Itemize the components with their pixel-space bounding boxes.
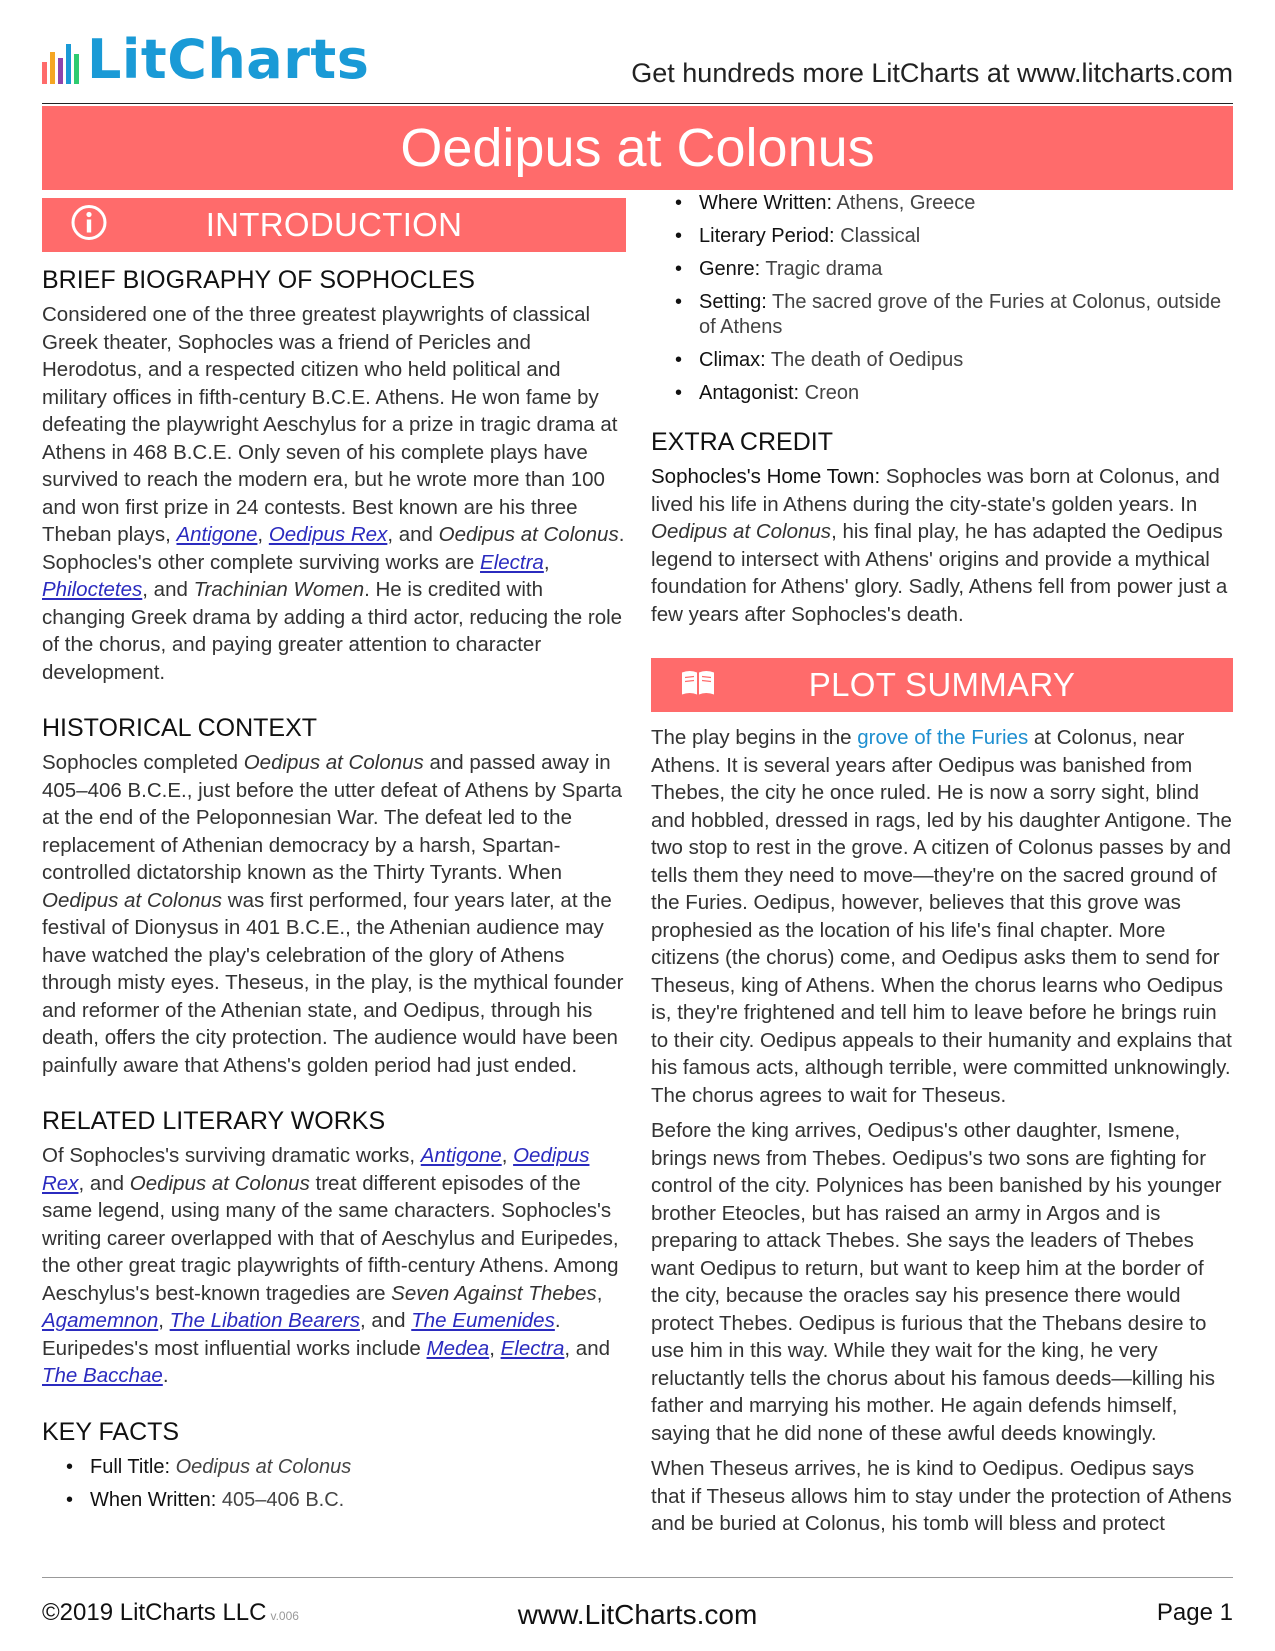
left-column — [42, 198, 626, 1521]
related-text: Of Sophocles's surviving dramatic works, Antigone, Oedipus Rex, and Oedipus at Colonus treat different episodes of the same legend, using many of the same characters. Sophocles's writing career overlapped with that of Aeschylus and Euripedes, the other great tragic playwrights of fifth-century Athens. Among Aeschylus's best-known tragedies are Seven Against Thebes, Agamemnon, The Libation Bearers, and The Eumenides. Euripedes's most influential works include Medea, Electra, and The Bacchae. — [42, 1144, 619, 1387]
fact-genre: • Genre: Tragic drama — [675, 257, 1233, 282]
page-title: Oedipus at Colonus — [400, 118, 875, 178]
key-facts-list-part2 — [651, 191, 1233, 406]
logo-text: LitCharts — [87, 28, 370, 91]
extra-credit-text: Sophocles's Home Town: Sophocles was born at Colonus, and lived his life in Athens during the city-state's golden years. In Oedipus at Colonus, his final play, he has adapted the Oedipus legend to intersect with Athens' origins and provide a mythical foundation for Athens' glory. Sadly, Athens fell from power just a few years after Sophocles's death. — [651, 465, 1228, 626]
logo-bars-icon — [42, 40, 79, 84]
biography-heading: BRIEF BIOGRAPHY OF SOPHOCLES — [42, 266, 475, 294]
link-agamemnon[interactable]: Agamemnon — [42, 1309, 159, 1332]
link-oedipus-rex[interactable]: Oedipus Rex — [42, 1144, 590, 1195]
introduction-heading: INTRODUCTION — [205, 206, 463, 243]
fact-antagonist: • Antagonist: Creon — [675, 381, 1233, 406]
introduction-bar — [42, 198, 626, 252]
fact-climax: • Climax: The death of Oedipus — [675, 348, 1233, 373]
key-facts-heading: KEY FACTS — [42, 1417, 180, 1446]
fact-setting: • Setting: The sacred grove of the Furies at Colonus, outside of Athens — [675, 290, 1233, 340]
fact-full-title: • Full Title: Oedipus at Colonus — [66, 1455, 626, 1480]
plot-paragraph-2: Before the king arrives, Oedipus's other daughter, Ismene, brings news from Thebes. Oedipus's two sons are fighting for control of the city. Polynices has been banished by his younger brother Eteocles, but has raised an army in Argos and is preparing to attack Thebes. She says the leaders of Thebes want Oedipus to return, but want to keep him at the border of the city, because the oracles say his presence there would protect Thebes. Oedipus is furious that the Thebans desire to use him in this way. While they wait for the king, he very reluctantly tells the chorus about his famous deeds—killing his father and marrying his mother. He again defends himself, saying that he did none of these awful deeds knowingly. — [651, 1119, 1222, 1445]
link-electra[interactable]: Electra — [480, 550, 544, 574]
fact-where-written: • Where Written: Athens, Greece — [675, 191, 1233, 216]
extra-credit-heading: EXTRA CREDIT — [651, 428, 833, 456]
link-oedipus-rex[interactable]: Oedipus Rex — [268, 523, 388, 546]
title-banner — [42, 106, 1233, 190]
fact-when-written: • When Written: 405–406 B.C. — [66, 1488, 626, 1513]
info-icon — [70, 204, 108, 247]
header-tagline[interactable]: Get hundreds more LitCharts at www.litcharts.com — [631, 58, 1233, 88]
link-bacchae[interactable]: The Bacchae — [42, 1364, 163, 1387]
link-philoctetes[interactable]: Philoctetes — [42, 578, 143, 601]
link-grove-of-the-furies[interactable]: grove of the Furies — [857, 726, 1029, 749]
key-facts-list-part1 — [42, 1455, 626, 1513]
related-heading: RELATED LITERARY WORKS — [42, 1107, 386, 1135]
right-column — [651, 192, 1233, 1538]
book-icon — [679, 668, 717, 703]
link-antigone[interactable]: Antigone — [176, 523, 258, 546]
footer-page-number: Page 1 — [1156, 1599, 1233, 1626]
footer-copyright: ©2019 LitCharts LLC v.006 — [42, 1599, 299, 1626]
footer-version: v.006 — [270, 1609, 299, 1623]
footer-divider — [42, 1577, 1233, 1578]
fact-literary-period: • Literary Period: Classical — [675, 224, 1233, 249]
link-antigone[interactable]: Antigone — [420, 1144, 502, 1167]
plot-paragraph-1: The play begins in the grove of the Furies at Colonus, near Athens. It is several years after Oedipus was banished from Thebes, the city he once ruled. He is now a sorry sight, blind and hobbled, dressed in rags, led by his daughter Antigone. The two stop to rest in the grove. A citizen of Colonus passes by and tells them they need to move—they're on the sacred ground of the Furies. Oedipus, however, believes that this grove was prophesied as the location of his life's final chapter. More citizens (the chorus) come, and Oedipus asks them to send for Theseus, king of Athens. When the chorus learns who Oedipus is, they're frightened and tell him to leave before he brings ruin to their city. Oedipus appeals to their humanity and explains that his famous acts, although terrible, were committed unknowingly. The chorus agrees to wait for Theseus. — [651, 726, 1232, 1107]
litcharts-logo[interactable] — [42, 30, 369, 90]
historical-text: Sophocles completed Oedipus at Colonus and passed away in 405–406 B.C.E., just before the utter defeat of Athens by Sparta at the end of the Peloponnesian War. The defeat led to the replacement of Athenian democracy by a harsh, Spartan-controlled dictatorship known as the Thirty Tyrants. When Oedipus at Colonus was first performed, four years later, at the festival of Dionysus in 401 B.C.E., the Athenian audience may have watched the play's celebration of the glory of Athens through misty eyes. Theseus, in the play, is the mythical founder and reformer of the Athenian state, and Oedipus, through his death, offers the city protection. The audience would have been painfully aware that Athens's golden period had just ended. — [42, 751, 624, 1077]
historical-heading: HISTORICAL CONTEXT — [42, 714, 318, 742]
footer-site-link[interactable]: www.LitCharts.com — [517, 1599, 758, 1630]
biography-text: Considered one of the three greatest playwrights of classical Greek theater, Sophocles was a friend of Pericles and Herodotus, and a respected citizen who held political and military offices in fifth-century B.C.E. Athens. He won fame by defeating the playwright Aeschylus for a prize in tragic drama at Athens in 468 B.C.E. Only seven of his complete plays have survived to reach the modern era, but he wrote more than 100 and won first prize in 24 contests. Best known are his three Theban plays, Antigone, Oedipus Rex, and Oedipus at Colonus. Sophocles's other complete surviving works are Electra, Philoctetes, and Trachinian Women. He is credited with changing Greek drama by adding a third actor, reducing the role of the chorus, and paying greater attention to character development. — [42, 303, 625, 684]
link-medea[interactable]: Medea — [426, 1336, 490, 1360]
link-eumenides[interactable]: The Eumenides — [411, 1309, 555, 1332]
plot-summary-bar — [651, 658, 1233, 712]
plot-paragraph-3: When Theseus arrives, he is kind to Oedipus. Oedipus says that if Theseus allows him to stay under the protection of Athens and be buried at Colonus, his tomb will bless and protect — [651, 1457, 1232, 1535]
plot-summary-heading: PLOT SUMMARY — [808, 666, 1076, 703]
link-electra[interactable]: Electra — [500, 1336, 565, 1360]
header-divider — [42, 103, 1233, 104]
link-libation-bearers[interactable]: The Libation Bearers — [169, 1309, 360, 1332]
